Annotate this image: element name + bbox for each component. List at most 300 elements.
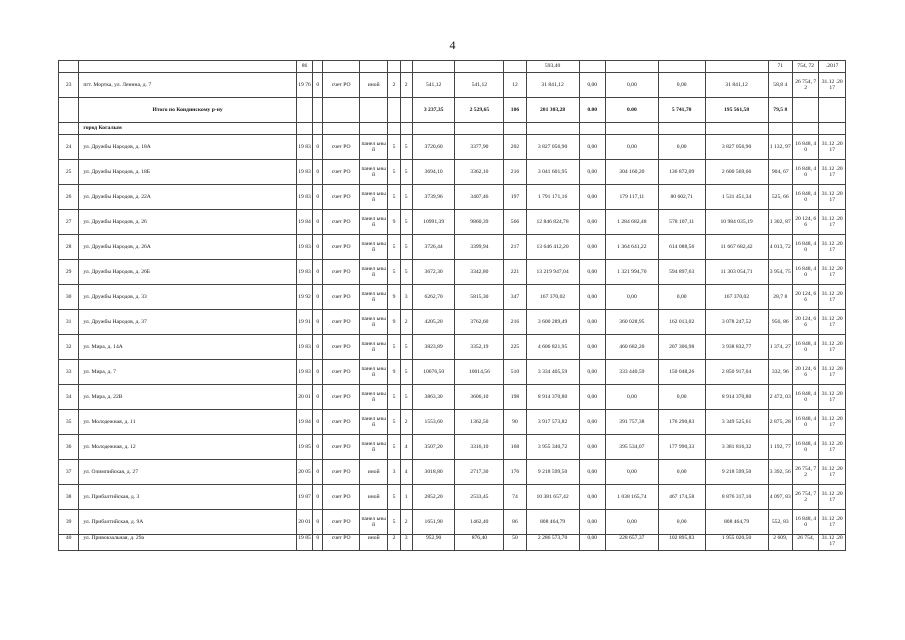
cost-a4-cell: 11 667 682,42: [705, 235, 768, 260]
table-row: [59, 535, 846, 551]
cost-a4-cell: 2 600 569,66: [705, 160, 768, 185]
total-label: Итого по Кондинскому р-ну: [79, 98, 297, 123]
cost-a2-cell: 0,00: [605, 285, 658, 310]
fund-source-cell: счет РО: [323, 460, 360, 485]
row-number-cell: 33: [59, 360, 79, 385]
fund-source-cell: счет РО: [323, 360, 360, 385]
entrances-cell: 5: [400, 360, 412, 385]
cost-a1-cell: 0,00: [579, 185, 605, 210]
cost-a1-cell: 0,00: [579, 485, 605, 510]
col4-cell: 0: [313, 185, 323, 210]
row-number-cell: 30: [59, 285, 79, 310]
build-year-cell: 20 05: [296, 460, 312, 485]
deadline-cell: 31.12 .2017: [819, 335, 846, 360]
entrances-cell: 5: [400, 260, 412, 285]
table-row: [59, 385, 846, 410]
cost-a1-cell: 0,00: [579, 535, 605, 551]
deadline-cell: 31.12 .2017: [819, 360, 846, 385]
floors-cell: 9: [388, 285, 400, 310]
living-area-cell: 3606,10: [455, 385, 504, 410]
wall-material-cell: панел ьный: [359, 360, 387, 385]
residents-cell: 510: [504, 360, 526, 385]
table-row: [59, 310, 846, 335]
fund-source-cell: счет РО: [323, 510, 360, 535]
unit-cost-cell: 1 132, 97: [768, 135, 792, 160]
total-cost-cell: 10 381 657,42: [526, 485, 579, 510]
max-cost-cell: 26 754, 72: [792, 485, 818, 510]
row-number-cell: 39: [59, 510, 79, 535]
floors-cell: 5: [388, 135, 400, 160]
build-year-cell: 19 85: [296, 435, 312, 460]
deadline-cell: 31.12 .2017: [819, 460, 846, 485]
unit-cost-cell: 1 302, 87: [768, 210, 792, 235]
cost-a4-cell: 10 984 035,19: [705, 210, 768, 235]
cost-a2-cell: 1 364 641,22: [605, 235, 658, 260]
address-cell: ул. Мира, д. 7: [79, 360, 297, 385]
floors-cell: 9: [388, 310, 400, 335]
residents-cell: 90: [504, 410, 526, 435]
table-row: [59, 260, 846, 285]
max-cost-cell: 20 124, 66: [792, 210, 818, 235]
floors-cell: 2: [388, 73, 400, 98]
entrances-cell: 3: [400, 285, 412, 310]
deadline-cell: 31.12 .2017: [819, 235, 846, 260]
fund-source-cell: счет РО: [323, 410, 360, 435]
city-header-row: [59, 123, 846, 135]
deadline-cell: 31.12 .2017: [819, 260, 846, 285]
living-area-cell: 2533,45: [455, 485, 504, 510]
cost-a4-cell: 3 827 056,90: [705, 135, 768, 160]
fund-source-cell: счет РО: [323, 310, 360, 335]
wall-material-cell: иной: [359, 485, 387, 510]
cost-a2-cell: 179 117,11: [605, 185, 658, 210]
build-year-cell: 19 91: [296, 310, 312, 335]
wall-material-cell: панел ьный: [359, 335, 387, 360]
total-area-cell: 10676,50: [412, 360, 455, 385]
cost-a4-cell: 3 938 832,77: [705, 335, 768, 360]
residents-cell: 202: [504, 135, 526, 160]
cost-a3-cell: 207 306,98: [658, 335, 705, 360]
entrances-cell: 5: [400, 210, 412, 235]
deadline-cell: 31.12 .2017: [819, 435, 846, 460]
max-cost-cell: 26 754,: [792, 535, 818, 551]
col4-cell: 0: [313, 410, 323, 435]
cost-a3-cell: 0,00: [658, 73, 705, 98]
cost-a2-cell: 1 284 682,48: [605, 210, 658, 235]
unit-cost-cell: 2 609,: [768, 535, 792, 551]
table-row: [59, 460, 846, 485]
total-unit-cost: 79,5 8: [768, 98, 792, 123]
entrances-cell: 5: [400, 185, 412, 210]
total-cost-cell: 2 286 573,70: [526, 535, 579, 551]
cost-a4-cell: 31 841,12: [705, 73, 768, 98]
residents-cell: 216: [504, 310, 526, 335]
max-cost-cell: 16 848, 40: [792, 235, 818, 260]
col4-cell: 0: [313, 135, 323, 160]
living-area-cell: 3407,46: [455, 185, 504, 210]
cost-a1-cell: 0,00: [579, 360, 605, 385]
unit-cost-cell: 525, 66: [768, 185, 792, 210]
entrances-cell: 5: [400, 135, 412, 160]
cost-a3-cell: 136 872,09: [658, 160, 705, 185]
cost-a3-cell: 467 174,58: [658, 485, 705, 510]
wall-material-cell: панел ьный: [359, 260, 387, 285]
max-cost-cell: 16 848, 40: [792, 335, 818, 360]
entrances-cell: 2: [400, 73, 412, 98]
deadline-cell: 31.12 .2017: [819, 185, 846, 210]
page-number: 4: [449, 38, 456, 52]
fund-source-cell: счет РО: [323, 73, 360, 98]
housing-register-table: [58, 60, 846, 551]
cost-a1-cell: 0,00: [579, 135, 605, 160]
max-cost-cell: 20 124, 66: [792, 310, 818, 335]
living-area-cell: 541,12: [455, 73, 504, 98]
unit-cost-cell: 4 013, 72: [768, 235, 792, 260]
total-cost-cell: 3 041 601,95: [526, 160, 579, 185]
unit-cost-cell: 1 374, 27: [768, 335, 792, 360]
total-a4: 195 561,58: [705, 98, 768, 123]
unit-cost-cell: 1 192, 77: [768, 435, 792, 460]
floors-cell: 3: [388, 460, 400, 485]
fund-source-cell: счет РО: [323, 285, 360, 310]
cost-a4-cell: 2 850 917,04: [705, 360, 768, 385]
residents-cell: 197: [504, 185, 526, 210]
cost-a3-cell: 0,00: [658, 385, 705, 410]
total-cost-cell: 593,40: [526, 61, 579, 73]
deadline-cell: 31.12 .2017: [819, 285, 846, 310]
build-year-cell: 19 84: [296, 410, 312, 435]
cost-a3-cell: 176 290,83: [658, 410, 705, 435]
cost-a4-cell: 9 218 599,50: [705, 460, 768, 485]
unit-cost-cell: 28,7 8: [768, 285, 792, 310]
build-year-cell: 19 76: [296, 73, 312, 98]
address-cell: ул. Привокзальная, д. 29а: [79, 535, 297, 551]
total-cost-cell: 31 841,12: [526, 73, 579, 98]
max-cost-cell: 16 848, 40: [792, 385, 818, 410]
wall-material-cell: панел ьный: [359, 435, 387, 460]
cost-a2-cell: 0,00: [605, 73, 658, 98]
address-cell: ул. Дружбы Народов, д. 18Б: [79, 160, 297, 185]
total-cost-cell: 808 464,79: [526, 510, 579, 535]
total-people: 106: [504, 98, 526, 123]
cost-a2-cell: 1 321 994,70: [605, 260, 658, 285]
residents-cell: 50: [504, 535, 526, 551]
cost-a1-cell: 0,00: [579, 210, 605, 235]
total-cost-cell: 3 600 289,49: [526, 310, 579, 335]
floors-cell: 9: [388, 360, 400, 385]
table-row: [59, 73, 846, 98]
unit-cost-cell: 904, 67: [768, 160, 792, 185]
residents-cell: 217: [504, 235, 526, 260]
total-area2: 2 529,65: [455, 98, 504, 123]
cost-a2-cell: 228 657,37: [605, 535, 658, 551]
residents-cell: 347: [504, 285, 526, 310]
living-area-cell: 1362,50: [455, 410, 504, 435]
table-row: [59, 335, 846, 360]
cost-a2-cell: 0,00: [605, 135, 658, 160]
year-cell: 86: [296, 61, 312, 73]
row-number-cell: 23: [59, 73, 79, 98]
address-cell: ул. Дружбы Народов, д. 22А: [79, 185, 297, 210]
fund-source-cell: счет РО: [323, 235, 360, 260]
wall-material-cell: панел ьный: [359, 235, 387, 260]
cost-a4-cell: 167 370,02: [705, 285, 768, 310]
total-area-cell: 952,90: [412, 535, 455, 551]
total-area-cell: 4205,20: [412, 310, 455, 335]
wall-material-cell: панел ьный: [359, 510, 387, 535]
total-area-cell: 3507,20: [412, 435, 455, 460]
build-year-cell: 20 01: [296, 510, 312, 535]
table-row: [59, 235, 846, 260]
unit-cost-cell: 2 472, 03: [768, 385, 792, 410]
cost-a1-cell: 0,00: [579, 385, 605, 410]
cost-a1-cell: 0,00: [579, 310, 605, 335]
cost-a4-cell: 808 464,79: [705, 510, 768, 535]
row-number-cell: 27: [59, 210, 79, 235]
living-area-cell: 3362,10: [455, 160, 504, 185]
address-cell: ул. Молодежная, д. 11: [79, 410, 297, 435]
address-cell: ул. Дружбы Народов, д. 33: [79, 285, 297, 310]
col4-cell: 0: [313, 285, 323, 310]
deadline-cell: 31.12 .2017: [819, 385, 846, 410]
cost-a1-cell: 0,00: [579, 460, 605, 485]
total-a3: 5 741,70: [658, 98, 705, 123]
fund-source-cell: счет РО: [323, 435, 360, 460]
unit-cost-cell: 71: [768, 61, 792, 73]
cost-a4-cell: 3 349 525,61: [705, 410, 768, 435]
address-cell: ул. Прибалтийская, д. 9А: [79, 510, 297, 535]
col4-cell: 0: [313, 510, 323, 535]
col4-cell: 0: [313, 385, 323, 410]
max-cost-cell: 26 754, 72: [792, 460, 818, 485]
fund-source-cell: счет РО: [323, 160, 360, 185]
entrances-cell: 2: [400, 410, 412, 435]
total-a2: 0.00: [605, 98, 658, 123]
wall-material-cell: панел ьный: [359, 310, 387, 335]
residents-cell: 86: [504, 510, 526, 535]
address-cell: ул. Дружбы Народов, д. 26Б: [79, 260, 297, 285]
deadline-cell: 31.12 .2017: [819, 210, 846, 235]
cost-a4-cell: 1 531 451,34: [705, 185, 768, 210]
cost-a2-cell: 304 160,20: [605, 160, 658, 185]
max-cost-cell: 16 848, 40: [792, 135, 818, 160]
cost-a3-cell: 0,00: [658, 510, 705, 535]
city-name: город Когалым: [79, 123, 297, 135]
address-cell: пгт. Мортка, ул. Ленина, д. 7: [79, 73, 297, 98]
living-area-cell: 876,40: [455, 535, 504, 551]
total-cost-cell: 13 219 947,04: [526, 260, 579, 285]
cost-a3-cell: 614 088,56: [658, 235, 705, 260]
unit-cost-cell: 4 097, 83: [768, 485, 792, 510]
cost-a2-cell: 391 757,38: [605, 410, 658, 435]
cost-a1-cell: 0,00: [579, 285, 605, 310]
floors-cell: 2: [388, 535, 400, 551]
cost-a3-cell: 80 602,71: [658, 185, 705, 210]
table-row: [59, 61, 846, 73]
max-cost-cell: 20 124, 66: [792, 360, 818, 385]
cost-a1-cell: 0,00: [579, 260, 605, 285]
address-cell: ул. Дружбы Народов, д. 18А: [79, 135, 297, 160]
total-cost-cell: 9 218 599,50: [526, 460, 579, 485]
table-row: [59, 510, 846, 535]
living-area-cell: 3316,10: [455, 435, 504, 460]
deadline-cell: 31.12 .2017: [819, 310, 846, 335]
total-area-cell: 541,12: [412, 73, 455, 98]
entrances-cell: 1: [400, 485, 412, 510]
deadline-cell: .2017: [819, 61, 846, 73]
max-cost-cell: 754, 72: [792, 61, 818, 73]
wall-material-cell: панел ьный: [359, 160, 387, 185]
total-area: 3 237,35: [412, 98, 455, 123]
cost-a3-cell: 102 895,83: [658, 535, 705, 551]
floors-cell: 9: [388, 210, 400, 235]
entrances-cell: 5: [400, 235, 412, 260]
cost-a2-cell: 0,00: [605, 385, 658, 410]
address-cell: ул. Мира, д. 14А: [79, 335, 297, 360]
row-number-cell: 31: [59, 310, 79, 335]
cost-a4-cell: 3 381 816,32: [705, 435, 768, 460]
cost-a4-cell: 8 876 317,10: [705, 485, 768, 510]
floors-cell: 5: [388, 510, 400, 535]
total-area-cell: 3672,30: [412, 260, 455, 285]
fund-source-cell: счет РО: [323, 260, 360, 285]
row-number-cell: 34: [59, 385, 79, 410]
entrances-cell: 2: [400, 310, 412, 335]
row-number-cell: 28: [59, 235, 79, 260]
wall-material-cell: панел ьный: [359, 135, 387, 160]
table-row: [59, 160, 846, 185]
table-row: [59, 185, 846, 210]
cost-a2-cell: 460 682,20: [605, 335, 658, 360]
floors-cell: 5: [388, 235, 400, 260]
build-year-cell: 19 87: [296, 485, 312, 510]
fund-source-cell: счет РО: [323, 210, 360, 235]
cost-a1-cell: 0,00: [579, 235, 605, 260]
col4-cell: 0: [313, 235, 323, 260]
row-number-cell: 32: [59, 335, 79, 360]
cost-a3-cell: 0,00: [658, 460, 705, 485]
wall-material-cell: панел ьный: [359, 285, 387, 310]
row-number-cell: 29: [59, 260, 79, 285]
cost-a3-cell: 594 897,63: [658, 260, 705, 285]
table-row: [59, 410, 846, 435]
row-number-cell: 40: [59, 535, 79, 551]
table-row: [59, 360, 846, 385]
col4-cell: 0: [313, 73, 323, 98]
total-area-cell: 10991,39: [412, 210, 455, 235]
living-area-cell: 3399,94: [455, 235, 504, 260]
col4-cell: 0: [313, 160, 323, 185]
build-year-cell: 19 85: [296, 535, 312, 551]
residents-cell: 216: [504, 160, 526, 185]
floors-cell: 5: [388, 185, 400, 210]
entrances-cell: 4: [400, 460, 412, 485]
table-row: [59, 285, 846, 310]
entrances-cell: 4: [400, 435, 412, 460]
living-area-cell: 3377,90: [455, 135, 504, 160]
total-cost-cell: 1 791 171,16: [526, 185, 579, 210]
row-number-cell: 26: [59, 185, 79, 210]
address-cell: ул. Дружбы Народов, д. 26А: [79, 235, 297, 260]
floors-cell: 5: [388, 385, 400, 410]
total-cost: 201 303,28: [526, 98, 579, 123]
total-cost-cell: 3 827 056,90: [526, 135, 579, 160]
residents-cell: 198: [504, 385, 526, 410]
cost-a3-cell: 177 990,33: [658, 435, 705, 460]
wall-material-cell: панел ьный: [359, 210, 387, 235]
total-cost-cell: 8 914 370,80: [526, 385, 579, 410]
total-area-cell: 6262,70: [412, 285, 455, 310]
total-area-cell: 3863,30: [412, 385, 455, 410]
build-year-cell: 19 83: [296, 160, 312, 185]
fund-source-cell: счет РО: [323, 335, 360, 360]
build-year-cell: 19 83: [296, 260, 312, 285]
total-cost-cell: 3 955 340,72: [526, 435, 579, 460]
unit-cost-cell: 332, 96: [768, 360, 792, 385]
col4-cell: 0: [313, 535, 323, 551]
address-cell: ул. Молодежная, д. 12: [79, 435, 297, 460]
unit-cost-cell: 58,8 4: [768, 73, 792, 98]
row-number-cell: 24: [59, 135, 79, 160]
district-total-row: [59, 98, 846, 123]
total-area-cell: 3720,60: [412, 135, 455, 160]
col4-cell: 0: [313, 260, 323, 285]
max-cost-cell: 26 754, 72: [792, 73, 818, 98]
table-row: [59, 435, 846, 460]
unit-cost-cell: 3 954, 75: [768, 260, 792, 285]
total-area-cell: 3726,44: [412, 235, 455, 260]
col4-cell: 0: [313, 310, 323, 335]
deadline-cell: 31.12 .2017: [819, 73, 846, 98]
residents-cell: 168: [504, 435, 526, 460]
deadline-cell: 31.12 .2017: [819, 410, 846, 435]
build-year-cell: 19 83: [296, 335, 312, 360]
build-year-cell: 19 83: [296, 360, 312, 385]
wall-material-cell: иной: [359, 460, 387, 485]
build-year-cell: 19 83: [296, 185, 312, 210]
residents-cell: 74: [504, 485, 526, 510]
row-number-cell: 37: [59, 460, 79, 485]
address-cell: ул. Дружбы Народов, д. 26: [79, 210, 297, 235]
row-number-cell: 38: [59, 485, 79, 510]
cost-a2-cell: 0,00: [605, 460, 658, 485]
living-area-cell: 3342,80: [455, 260, 504, 285]
cost-a2-cell: 333 440,59: [605, 360, 658, 385]
fund-source-cell: счет РО: [323, 485, 360, 510]
cost-a4-cell: 1 955 020,50: [705, 535, 768, 551]
living-area-cell: 2717,30: [455, 460, 504, 485]
entrances-cell: 2: [400, 510, 412, 535]
total-cost-cell: 12 846 824,78: [526, 210, 579, 235]
cost-a4-cell: 11 303 054,71: [705, 260, 768, 285]
total-area-cell: 1553,60: [412, 410, 455, 435]
build-year-cell: 19 83: [296, 235, 312, 260]
cost-a1-cell: 0,00: [579, 73, 605, 98]
fund-source-cell: счет РО: [323, 385, 360, 410]
row-number-cell: 35: [59, 410, 79, 435]
floors-cell: 5: [388, 485, 400, 510]
residents-cell: 225: [504, 335, 526, 360]
col4-cell: 0: [313, 435, 323, 460]
unit-cost-cell: 2 875, 28: [768, 410, 792, 435]
unit-cost-cell: 552, 83: [768, 510, 792, 535]
col4-cell: 0: [313, 210, 323, 235]
living-area-cell: 9860,39: [455, 210, 504, 235]
total-cost-cell: 167 370,02: [526, 285, 579, 310]
max-cost-cell: 20 124, 66: [792, 285, 818, 310]
build-year-cell: 19 92: [296, 285, 312, 310]
cost-a3-cell: 0,00: [658, 135, 705, 160]
